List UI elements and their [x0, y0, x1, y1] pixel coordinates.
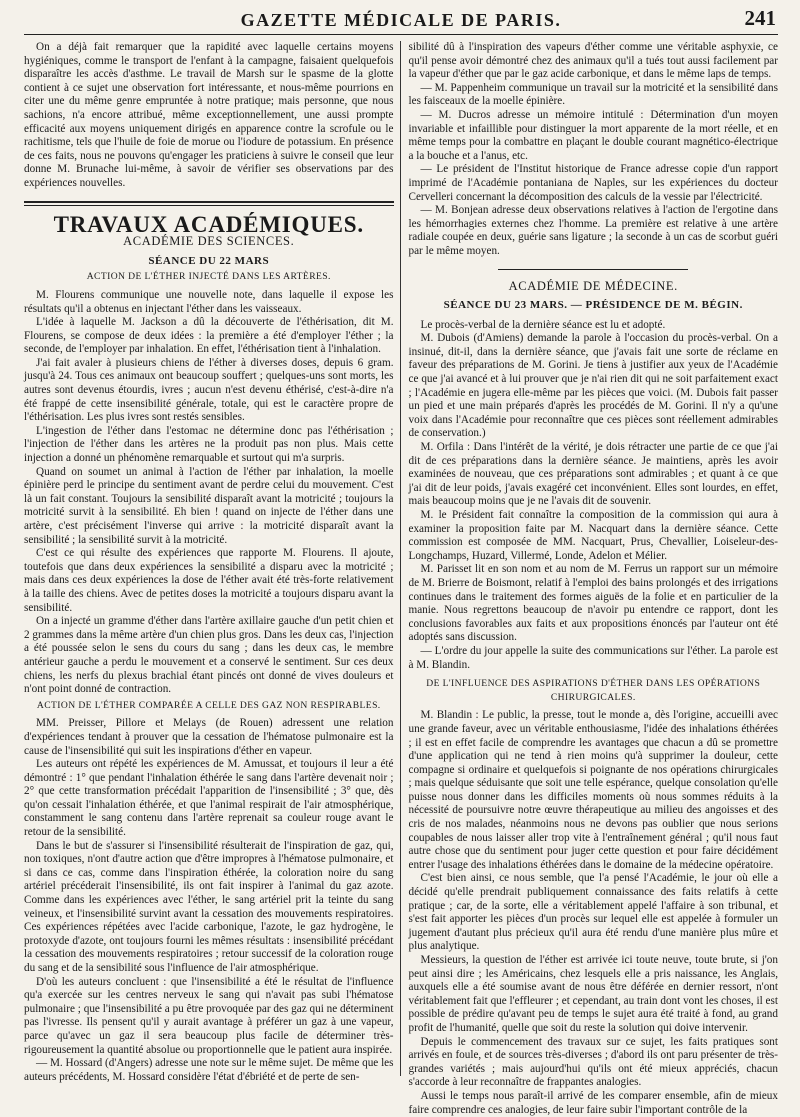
- left-column: [24, 41, 400, 1083]
- article-paragraph: M. Flourens communique une nouvelle note, dans laquelle il expose les résultats qu'il a obtenus en injectant l'éther dans les vaisseaux.: [24, 288, 394, 315]
- article-paragraph: MM. Preisser, Pillore et Melays (de Rouen) adressent une relation d'expériences tendant à prouver que la cessation de l'hématose pulmonaire est la cause de l'insensibilité qui suit les inspirations d'éther en vapeur.: [24, 717, 394, 757]
- article-paragraph: — M. Ducros adresse un mémoire intitulé : Détermination d'un moyen invariable et infaillible pour distinguer la mort apparente de la mort réelle, et en même temps pour la combattre en plaçant le double courant magnético-électrique a la bouche et a l'anus, etc.: [408, 108, 778, 162]
- article-paragraph: — Le président de l'Institut historique de France adresse copie d'un rapport imprimé de l'Académie pontaniana de Naples, sur les expériences du docteur Cervelleri concernant la décomposition des calculs de la vessie par l'électricité.: [408, 163, 778, 203]
- page-number: 241: [744, 6, 776, 30]
- article-paragraph: D'où les auteurs concluent : que l'insensibilité a été le résultat de l'influence qu'a exercée sur les centres nerveux le sang qui n'avait pas subi l'hématose pulmonaire ; que l'insensibilité a pu être provoquée par des gaz qui ne déterminent pas l'ivresse. Ils pensent qu'il y aurait avantage à préférer un gaz à une vapeur, parce qu'avec un gaz il sera beaucoup plus facile de déterminer très-rigoureusement la quantité absolue ou proportionnelle que le patient aura inspirée.: [24, 975, 394, 1056]
- article-paragraph: Messieurs, la question de l'éther est arrivée ici toute neuve, toute brute, si j'on peut ainsi dire ; les Américains, chez lesquels elle a pris naissance, les Anglais, auxquels elle a été soumise avant de nous être déférée en dernier ressort, n'ont véritablement fait que l'effleurer ; et cependant, au train dont vont les choses, il est possible de prédire qu'avant peu de temps le sujet aura été traité à fond, au grand profit de l'humanité, quelle que soit du reste la solution qui doive intervenir.: [408, 954, 778, 1034]
- article-paragraph: L'idée à laquelle M. Jackson a dû la découverte de l'éthérisation, dit M. Flourens, se compose de deux idées : la première a été d'employer l'éther ; la seconde, de l'employer par inhalation. En effet, l'éthérisation tient à l'inhalation.: [24, 316, 394, 356]
- section-divider: [24, 201, 394, 206]
- article-paragraph: Le procès-verbal de la dernière séance est lu et adopté.: [420, 318, 666, 331]
- article-paragraph: M. Dubois (d'Amiens) demande la parole à l'occasion du procès-verbal. On a insinué, dit-il, dans la dernière séance, que j'avais fait une sorte de réclame en faveur des préparations de M. Gorini. Je tiens à justifier aux yeux de l'Académie ce que j'ai avancé et à lui prouver que je n'ai rien dit qui ne soit parfaitement exact ; l'Académie en jugera elle-même par les pièces que voici. (M. Dubois fait passer un pied et une main préparés d'après les procédés de M. Gorini. Il n'y a qu'une voix dans l'Académie pour reconnaître que ces pièces sont réellement admirables de conservation.): [408, 332, 778, 440]
- article-paragraph: — L'ordre du jour appelle la suite des communications sur l'éther. La parole est à M. Blandin.: [408, 644, 778, 671]
- journal-title: GAZETTE MÉDICALE DE PARIS.: [240, 10, 562, 30]
- article-paragraph: C'est bien ainsi, ce nous semble, que l'a pensé l'Académie, le jour où elle a décidé qu'elle prendrait publiquement connaissance des faits relatifs à cette pratique ; car, de la sorte, elle a véritablement appelé l'affaire à son tribunal, et s'est fait apporter les pièces d'un procès sur lequel elle est appelée à formuler un jugement d'autant plus précieux qu'il aura été rendu d'une manière plus mûre et plus analytique.: [408, 872, 778, 953]
- seance-title-right: SÉANCE DU 23 MARS. — PRÉSIDENCE DE M. BÉGIN.: [443, 299, 743, 312]
- article-paragraph: — M. Pappenheim communique un travail sur la motricité et la sensibilité dans les faisceaux de la moelle épinière.: [408, 81, 778, 108]
- subtitle-ether-vs-gas: ACTION DE L'ÉTHER COMPARÉE A CELLE DES GAZ NON RESPIRABLES.: [36, 699, 381, 711]
- main-section-title: TRAVAUX ACADÉMIQUES.: [53, 211, 364, 237]
- article-paragraph: Dans le but de s'assurer si l'insensibilité résulterait de l'inspiration de gaz, qui, non toxiques, n'ont d'autre action que d'être impropres à l'hématose pulmonaire, et si dans ce cas, comme dans l'inspiration éthérée, la coloration noire du sang artériel précéderait l'insensibilité, ils ont fait inspirer à l'animal du gaz azote. Comme dans les expériences avec l'éther, le sang artériel prit la teinte du sang veineux, et l'insensibilité survint avant la cessation des mouvements respiratoires. Ces expériences répétées avec l'acide carbonique, l'azote, le gaz hydrogène, le protoxyde d'azote, ont toujours fourni les mêmes résultats : insensibilité précédant la cessation des mouvements respiratoires ; retour successif de la coloration rouge du sang et de la sensibilité sous l'influence de l'air atmosphérique.: [24, 839, 394, 974]
- article-paragraph: — M. Hossard (d'Angers) adresse une note sur le même sujet. De même que les auteurs précédents, M. Hossard considère l'état d'ébriété et de perte de sen-: [24, 1057, 394, 1083]
- right-column: [400, 41, 779, 1116]
- article-paragraph: M. Blandin : Le public, la presse, tout le monde a, dès l'origine, accueilli avec une grande faveur, avec un véritable enthousiasme, l'idée des inhalations éthérées ; il est en effet facile de comprendre les avantages que chacun a dû se promettre d'une application qui ne tend à rien moins qu'à supprimer la douleur, cette compagne si ordinaire et quelquefois si poignante de nos opérations chirurgicales ; mais quelque séduisante que soit une telle espérance, quelque consolation qu'elle puisse nous donner dans les difficiles moments où nous sommes réduits à la nécessité de poursuivre notre œuvre thérapeutique au milieu des angoisses et des cris de nos malades, néanmoins nous ne devons pas oublier que nous serions coupables de nous laisser aller trop vite à l'entraînement général ; qu'il nous faut autre chose que du sentiment pour juger cette question et pour faire décidément entrer l'usage des inhalations éthérées dans le domaine de la médecine opératoire.: [408, 709, 778, 871]
- academy-sciences-title: ACADÉMIE DES SCIENCES.: [123, 234, 295, 249]
- article-paragraph: M. Orfila : Dans l'intérêt de la vérité, je dois rétracter une partie de ce que j'ai dit de ces préparations dans la dernière séance. Je maintiens, après les avoir examinées de nouveau, que ces préparations sont admirables ; et quant à ce que j'ai dit de leur poids, j'avais exagéré cet inconvénient. Elles sont lourdes, en effet, mais beaucoup moins que je ne l'avais dit de souvenir.: [408, 441, 778, 508]
- page-header: [24, 4, 778, 35]
- article-paragraph: Quand on soumet un animal à l'action de l'éther par inhalation, la moelle épinière perd le principe du sentiment avant de perdre celui du mouvement. C'est là un fait constant. Toujours la sensibilité disparaît avant la motricité ; toujours la motricité survit à la sensibilité. Eh bien ! quand on injecte de l'éther dans une artère, c'est précisément l'inverse qui arrive : la motricité disparaît avant la sensibilité ; la sensibilité survit à la motricité.: [24, 465, 394, 546]
- article-paragraph: M. le Président fait connaître la composition de la commission qui aura à examiner la proposition faite par M. Nacquart dans la dernière séance. Cette commission est composée de MM. Nacquart, Prus, Chevallier, Loiseleur-des-Longchamps, Huzard, Villermé, Londe, Adelon et Mélier.: [408, 509, 778, 562]
- article-paragraph: C'est ce qui résulte des expériences que rapporte M. Flourens. Il ajoute, toutefois que dans deux expériences la sensibilité a disparu avec la motricité ; mais dans ces deux expériences la dose de l'éther avait été très-forte relativement à la taille des chiens. Avec de petites doses la motricité a toujours disparu avant la sensibilité.: [24, 547, 394, 614]
- article-paragraph: sibilité dû à l'inspiration des vapeurs d'éther comme une véritable asphyxie, ce qu'il pense avoir démontré chez des animaux qu'il a tués tout aussi facilement par la vapeur d'éther que par le gaz acide carbonique, et dans le même laps de temps.: [408, 41, 778, 81]
- article-paragraph: Aussi le temps nous paraît-il arrivé de les comparer ensemble, afin de mieux faire comprendre ces analogies, de leur faire subir l'important contrôle de la: [408, 1089, 778, 1116]
- intro-paragraph: On a déjà fait remarquer que la rapidité avec laquelle certains moyens hygiéniques, comme le transport de l'enfant à la campagne, faisaient quelquefois disparaître les accès d'asthme. Le travail de Marsh sur le spasme de la glotte contient à ce sujet une observation fort intéressante, et nous-même pourrions en citer une du même genre empruntée à notre pratique; mais personne, que nous sachions, n'a encore attribué, même exceptionnellement, une aussi prompte efficacité aux moyens uniquement dirigés en apparence contre la scrofule ou le rachitisme, tels que l'huile de foie de morue ou l'iodure de potassium. En présence de ces faits, nous ne pouvons qu'engager les praticiens à suivre le conseil que leur donne M. Brunache lui-même, à savoir de vérifier ses observations par des expériences nouvelles.: [24, 41, 394, 189]
- article-paragraph: J'ai fait avaler à plusieurs chiens de l'éther à diverses doses, depuis 6 gram. jusqu'à 24. Tous ces animaux ont beaucoup souffert ; quelques-uns sont morts, les autres sont devenus étourdis, ivres ; aucun n'est devenu éthérisé, c'est-à-dire n'a été frappé de cette insensibilité générale, totale, qui est le caractère propre de l'éthérisation. Les plus ivres sont restés sensibles.: [24, 356, 394, 424]
- seance-title-left: SÉANCE DU 22 MARS: [148, 254, 270, 267]
- article-paragraph: — M. Bonjean adresse deux observations relatives à l'action de l'ergotine dans les hémorrhagies externes chez l'homme. La première est relative à une artère radiale coupée en deux, guérie sans ligature ; la seconde à un cas de scorbut guéri par le même moyen.: [408, 204, 778, 257]
- subtitle-ether-surgery: DE L'INFLUENCE DES ASPIRATIONS D'ÉTHER DANS LES OPÉRATIONS CHIRURGICALES.: [426, 678, 761, 703]
- article-paragraph: L'ingestion de l'éther dans l'estomac ne détermine donc pas l'éthérisation ; l'injection de l'éther dans les artères ne la produit pas non plus. Mais cette injection a donné un phénomène remarquable et surtout qui m'a surpris.: [24, 424, 394, 465]
- section-divider: [498, 269, 688, 270]
- article-paragraph: On a injecté un gramme d'éther dans l'artère axillaire gauche d'un petit chien et 2 grammes dans la même artère d'un chien plus gros. Dans les deux cas, l'injection a été poussée selon le sens du cours du sang ; dans les deux cas, le membre antérieur gauche a perdu le mouvement et a conservé le sentiment. Sur ces deux chiens, les nerfs du plexus brachial étant pincés ont donné de vives douleurs et n'ont point donné de contraction.: [24, 615, 394, 696]
- academy-medecine-title: ACADÉMIE DE MÉDECINE.: [508, 278, 678, 293]
- article-paragraph: Depuis le commencement des travaux sur ce sujet, les faits pratiques sont arrivés en foule, et de sources très-diverses ; d'abord ils ont paru présenter de très-grandes variétés ; mais aujourd'hui qu'ils ont été mieux appréciés, chacun s'accorde à leur reconnaître de frappantes analogies.: [408, 1035, 778, 1089]
- subtitle-ether-arteries: ACTION DE L'ÉTHER INJECTÉ DANS LES ARTÈRES.: [86, 271, 331, 283]
- article-paragraph: Les auteurs ont répété les expériences de M. Amussat, et toujours il leur a été démontré : 1° que pendant l'inhalation éthérée le sang dans l'artère devenait noir ; 2° que cette transformation précédait l'apparition de l'insensibilité ; 3° que, dès qu'on cessait l'inhalation éthérée, et que l'animal respirait de l'air atmosphérique, constamment le sang contenu dans l'artère reprenait sa couleur rouge avant le retour de la sensibilité.: [24, 758, 394, 839]
- two-column-body: [24, 41, 778, 1116]
- article-paragraph: M. Parisset lit en son nom et au nom de M. Ferrus un rapport sur un mémoire de M. Brierre de Boismont, relatif à l'emploi des bains prolongés et des irrigations continues dans le traitement des formes aiguës de la folie et en particulier de la manie. Nous regrettons beaucoup de n'avoir pu entendre ce rapport, dont les conclusions favorables aux faits et aux propositions énoncés par l'auteur ont été adoptés sans discussion.: [408, 563, 778, 644]
